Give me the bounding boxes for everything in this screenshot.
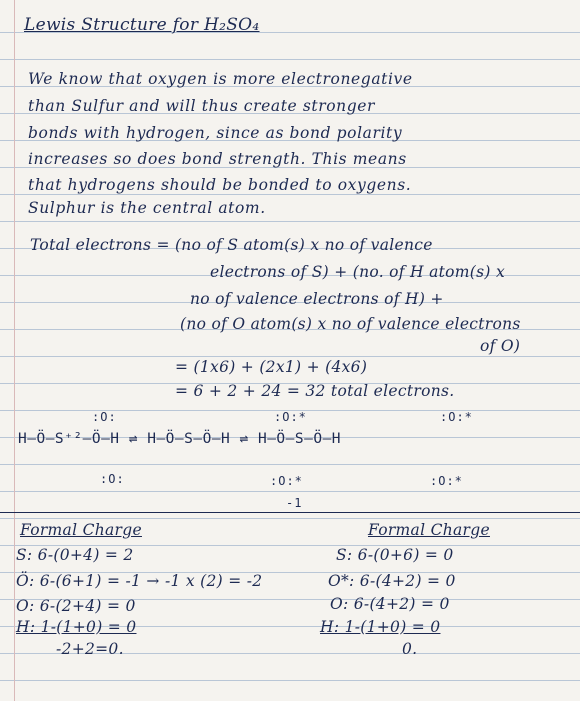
paragraph-line: that hydrogens should be bonded to oxygens. bbox=[28, 176, 412, 194]
formal-charge-line: H: 1-(1+0) = 0 bbox=[320, 618, 441, 636]
resonance-equation: H–Ö–S⁺²–Ö–H ⇌ H–Ö–S–Ö–H ⇌ H–Ö–S–Ö–H bbox=[18, 431, 342, 447]
formal-charge-line: S: 6-(0+6) = 0 bbox=[336, 546, 454, 564]
paragraph-line: bonds with hydrogen, since as bond polarity bbox=[28, 124, 403, 142]
paragraph-line: We know that oxygen is more electronegative bbox=[28, 70, 413, 88]
formal-charge-heading-left: Formal Charge bbox=[20, 521, 142, 539]
formal-charge-sum: 0. bbox=[402, 640, 418, 658]
section-divider bbox=[0, 512, 580, 513]
calc-line: electrons of S) + (no. of H atom(s) x bbox=[210, 263, 506, 281]
lone-pair-top: :O: bbox=[92, 410, 117, 424]
formal-charge-line: O: 6-(4+2) = 0 bbox=[330, 595, 450, 613]
calc-line: = 6 + 2 + 24 = 32 total electrons. bbox=[175, 382, 455, 400]
calc-line: of O) bbox=[480, 337, 521, 355]
lone-pair-top: :O:* bbox=[440, 410, 473, 424]
paragraph-line: increases so does bond strength. This means bbox=[28, 150, 407, 168]
page-margin-line bbox=[14, 0, 15, 701]
calc-line: no of valence electrons of H) + bbox=[190, 290, 444, 308]
lone-pair-top: :O:* bbox=[274, 410, 307, 424]
paragraph-line: Sulphur is the central atom. bbox=[28, 199, 266, 217]
formal-charge-line: Ö: 6-(6+1) = -1 → -1 x (2) = -2 bbox=[16, 572, 263, 590]
charge-note: -1 bbox=[286, 496, 303, 510]
formal-charge-heading-right: Formal Charge bbox=[368, 521, 490, 539]
paragraph-line: than Sulfur and will thus create stronger bbox=[28, 97, 376, 115]
calc-line: = (1x6) + (2x1) + (4x6) bbox=[175, 358, 368, 376]
formal-charge-sum: -2+2=0. bbox=[56, 640, 124, 658]
lone-pair-bottom: :O:* bbox=[270, 474, 303, 488]
calc-line: (no of O atom(s) x no of valence electrons bbox=[180, 315, 521, 333]
formal-charge-line: O: 6-(2+4) = 0 bbox=[16, 597, 136, 615]
page-title: Lewis Structure for H₂SO₄ bbox=[24, 15, 260, 35]
calc-line: Total electrons = (no of S atom(s) x no of valence bbox=[30, 236, 433, 254]
lone-pair-bottom: :O: bbox=[100, 472, 125, 486]
lone-pair-bottom: :O:* bbox=[430, 474, 463, 488]
formal-charge-line: S: 6-(0+4) = 2 bbox=[16, 546, 134, 564]
formal-charge-line: O*: 6-(4+2) = 0 bbox=[328, 572, 456, 590]
formal-charge-line: H: 1-(1+0) = 0 bbox=[16, 618, 137, 636]
